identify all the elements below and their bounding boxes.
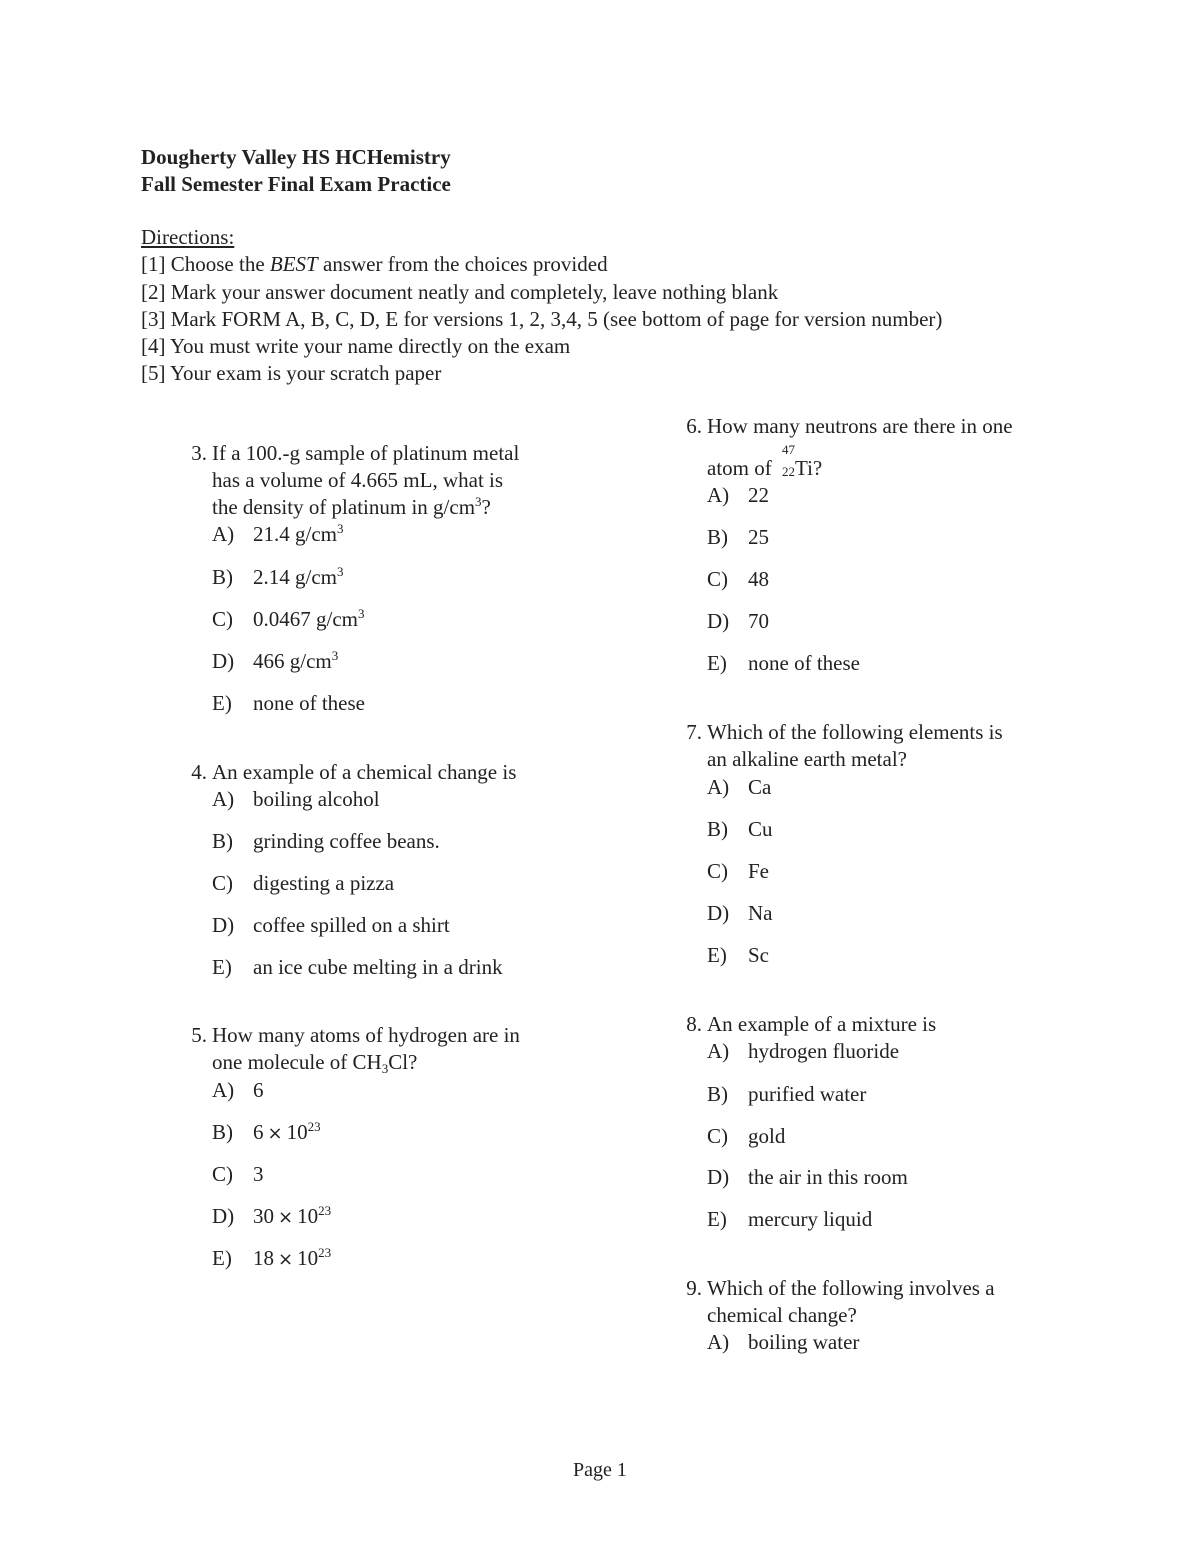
- option-text: Na: [748, 901, 773, 925]
- answer-option[interactable]: [212, 786, 380, 813]
- superscript: 3: [331, 648, 339, 663]
- option-letter: C): [707, 567, 728, 591]
- answer-option[interactable]: [707, 1123, 785, 1150]
- exponent: 23: [318, 1245, 332, 1260]
- times-sign: ×: [267, 1123, 283, 1144]
- option-letter: C): [212, 1162, 233, 1186]
- option-text: 2.14 g/cm: [253, 565, 337, 589]
- option-text: purified water: [748, 1082, 867, 1106]
- power-base: 10: [297, 1246, 319, 1270]
- atomic-number: 22: [781, 464, 795, 479]
- answer-option[interactable]: [212, 690, 365, 717]
- answer-option[interactable]: [707, 942, 769, 969]
- direction-item-3: [3] Mark FORM A, B, C, D, E for versions 1, 2, 3,4, 5 (see bottom of page for version number): [141, 306, 943, 331]
- question-text: [212, 759, 516, 786]
- power-base: 10: [286, 1120, 308, 1144]
- option-letter: D): [212, 913, 235, 937]
- question-text-line: [212, 1049, 520, 1076]
- option-letter: A): [212, 1078, 235, 1102]
- exam-header: [141, 144, 451, 198]
- option-text: none of these: [748, 651, 860, 675]
- answer-option[interactable]: [212, 564, 344, 591]
- direction-item-1-emphasis: BEST: [269, 252, 318, 277]
- directions: [141, 224, 942, 388]
- option-text: none of these: [253, 691, 365, 715]
- answer-option[interactable]: [707, 482, 769, 509]
- option-text: grinding coffee beans.: [253, 829, 440, 853]
- coefficient: 6: [253, 1120, 264, 1144]
- question-text-part: ?: [812, 456, 823, 480]
- answer-option[interactable]: [212, 1203, 331, 1231]
- option-text: Cu: [748, 817, 773, 841]
- question-text-line: an alkaline earth metal?: [707, 747, 907, 771]
- option-letter: A): [212, 522, 235, 546]
- question-text: [707, 1275, 995, 1329]
- option-letter: E): [212, 955, 232, 979]
- option-text: 466 g/cm: [253, 649, 332, 673]
- element-symbol: Ti: [794, 456, 813, 480]
- answer-option[interactable]: [707, 858, 769, 885]
- exponent: 23: [318, 1203, 332, 1218]
- coefficient: 18: [253, 1246, 274, 1270]
- times-sign: ×: [278, 1207, 294, 1228]
- option-text: digesting a pizza: [253, 871, 395, 895]
- coefficient: 30: [253, 1204, 274, 1228]
- question-text-line: How many atoms of hydrogen are in: [212, 1023, 520, 1047]
- question-text-part: ?: [481, 495, 491, 519]
- answer-option[interactable]: [707, 1329, 859, 1356]
- superscript: 3: [337, 521, 344, 536]
- question-number: 9.: [686, 1276, 702, 1300]
- option-text: 48: [748, 567, 769, 591]
- option-letter: C): [212, 607, 233, 631]
- superscript: 3: [337, 564, 344, 579]
- question-text-part: one molecule of CH: [212, 1050, 382, 1074]
- nuclide-notation: [777, 442, 795, 482]
- question-text-line: chemical change?: [707, 1303, 857, 1327]
- answer-option[interactable]: [707, 1038, 899, 1065]
- option-letter: B): [212, 565, 233, 589]
- answer-option[interactable]: [212, 912, 450, 939]
- question-number: 3.: [191, 441, 207, 465]
- option-text: 25: [748, 525, 769, 549]
- option-letter: D): [707, 609, 730, 633]
- answer-option[interactable]: [707, 1206, 872, 1233]
- option-text: Sc: [748, 943, 769, 967]
- answer-option[interactable]: [212, 648, 338, 675]
- answer-option[interactable]: [212, 606, 365, 633]
- option-text: 3: [253, 1162, 264, 1186]
- option-letter: D): [707, 901, 730, 925]
- answer-option[interactable]: [707, 816, 773, 843]
- answer-option[interactable]: [212, 1245, 331, 1273]
- option-text: boiling alcohol: [253, 787, 380, 811]
- direction-item-1: [141, 251, 942, 278]
- question-number: 8.: [686, 1012, 702, 1036]
- option-letter: D): [707, 1165, 730, 1189]
- option-letter: A): [707, 1039, 730, 1063]
- direction-item-2: [2] Mark your answer document neatly and completely, leave nothing blank: [141, 279, 779, 304]
- direction-item-5: [5] Your exam is your scratch paper: [141, 361, 442, 386]
- option-letter: E): [707, 943, 727, 967]
- option-letter: E): [212, 1246, 232, 1270]
- answer-option[interactable]: [212, 1161, 264, 1188]
- option-letter: E): [707, 1207, 727, 1231]
- option-letter: B): [212, 829, 233, 853]
- answer-option[interactable]: [707, 900, 773, 927]
- option-letter: A): [707, 1330, 730, 1354]
- question-number: 5.: [191, 1023, 207, 1047]
- option-letter: A): [212, 787, 235, 811]
- option-letter: A): [707, 483, 730, 507]
- option-text: gold: [748, 1124, 786, 1148]
- question-text-part: the density of platinum in g/cm: [212, 495, 476, 519]
- question-text-part: Cl?: [388, 1050, 418, 1074]
- question-text-line: Which of the following elements is: [707, 720, 1003, 744]
- answer-option[interactable]: [707, 774, 771, 801]
- question-text-line: How many neutrons are there in one: [707, 414, 1013, 438]
- question-number: 7.: [686, 720, 702, 744]
- direction-item-4: [4] You must write your name directly on the exam: [141, 334, 571, 359]
- answer-option[interactable]: [707, 650, 860, 677]
- question-text-part: atom of: [707, 456, 777, 480]
- option-letter: E): [707, 651, 727, 675]
- directions-heading: Directions:: [141, 225, 235, 249]
- option-letter: C): [707, 859, 728, 883]
- question-text: [707, 413, 1013, 482]
- option-text: Ca: [748, 775, 772, 799]
- question-number: 4.: [191, 760, 207, 784]
- mass-number: 47: [781, 442, 795, 457]
- answer-option[interactable]: [212, 1119, 321, 1147]
- question-text-line: [707, 442, 1013, 482]
- exponent: 23: [307, 1119, 321, 1134]
- option-letter: A): [707, 775, 730, 799]
- times-sign: ×: [278, 1249, 294, 1270]
- question-text: [212, 440, 519, 521]
- question-text-line: If a 100.-g sample of platinum metal: [212, 441, 520, 465]
- answer-option[interactable]: [212, 954, 503, 981]
- answer-option[interactable]: [212, 1077, 264, 1104]
- option-text: 0.0467 g/cm: [253, 607, 358, 631]
- answer-option[interactable]: [212, 828, 440, 855]
- option-letter: D): [212, 1204, 235, 1228]
- answer-option[interactable]: [707, 566, 769, 593]
- power-base: 10: [297, 1204, 319, 1228]
- question-text-line: An example of a chemical change is: [212, 760, 517, 784]
- answer-option[interactable]: [212, 870, 394, 897]
- question-text-line: An example of a mixture is: [707, 1012, 937, 1036]
- option-letter: D): [212, 649, 235, 673]
- option-letter: B): [212, 1120, 233, 1144]
- question-text-line: has a volume of 4.665 mL, what is: [212, 468, 504, 492]
- option-letter: E): [212, 691, 232, 715]
- question-text: [212, 1022, 520, 1076]
- option-text: an ice cube melting in a drink: [253, 955, 503, 979]
- question-number: 6.: [686, 414, 702, 438]
- option-letter: B): [707, 817, 728, 841]
- page-number: Page 1: [573, 1459, 627, 1481]
- option-text: the air in this room: [748, 1165, 908, 1189]
- option-text: 21.4 g/cm: [253, 522, 337, 546]
- answer-option[interactable]: [707, 1164, 908, 1191]
- answer-option[interactable]: [212, 521, 344, 548]
- option-text: Fe: [748, 859, 769, 883]
- question-text-line: Which of the following involves a: [707, 1276, 995, 1300]
- option-letter: B): [707, 1082, 728, 1106]
- superscript: 3: [358, 606, 365, 621]
- option-text: coffee spilled on a shirt: [253, 913, 450, 937]
- option-letter: C): [707, 1124, 728, 1148]
- exam-subtitle: Fall Semester Final Exam Practice: [141, 172, 451, 196]
- subscript: 3: [381, 1061, 389, 1076]
- option-letter: B): [707, 525, 728, 549]
- exam-title: Dougherty Valley HS HCHemistry: [141, 145, 451, 169]
- superscript: 3: [475, 494, 482, 509]
- question-text: [707, 1011, 936, 1038]
- option-text: boiling water: [748, 1330, 860, 1354]
- option-text: 22: [748, 483, 769, 507]
- direction-item-1-suffix: answer from the choices provided: [317, 252, 608, 277]
- question-text: [707, 719, 1003, 773]
- option-letter: C): [212, 871, 233, 895]
- question-text-line: [212, 494, 519, 521]
- option-text: 70: [748, 609, 769, 633]
- direction-item-1-prefix: [1] Choose the: [141, 252, 270, 277]
- answer-option[interactable]: [707, 608, 769, 635]
- option-text: 6: [253, 1078, 264, 1102]
- option-text: hydrogen fluoride: [748, 1039, 900, 1063]
- option-text: mercury liquid: [748, 1207, 873, 1231]
- answer-option[interactable]: [707, 1081, 866, 1108]
- answer-option[interactable]: [707, 524, 769, 551]
